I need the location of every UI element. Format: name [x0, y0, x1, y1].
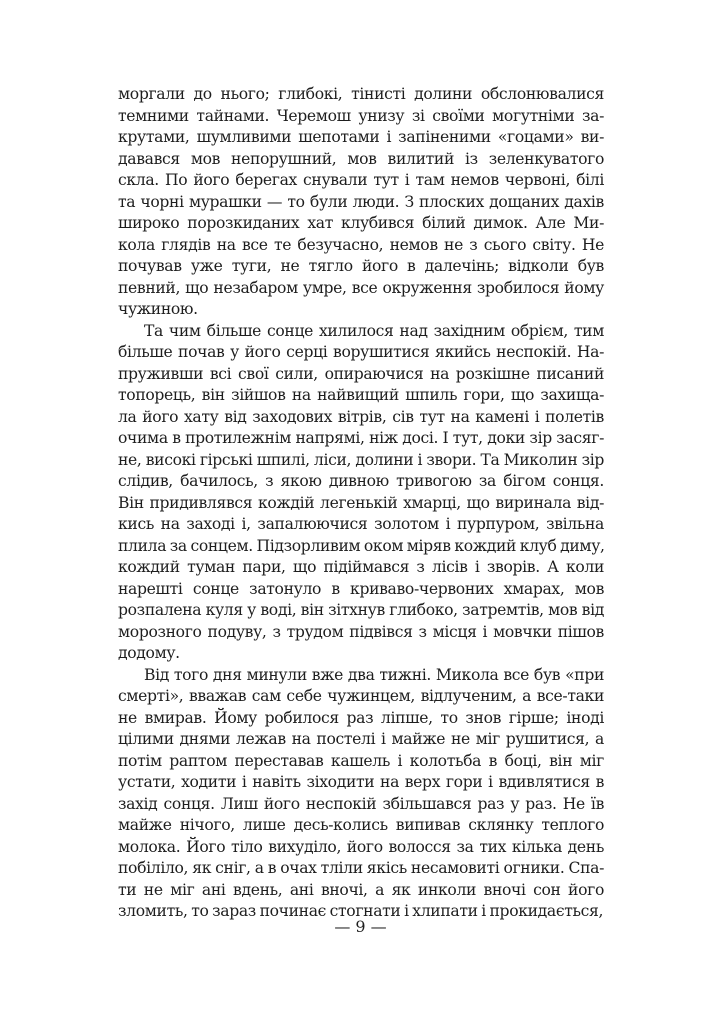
text-line: чужиною.	[118, 300, 198, 318]
text-line: цілими днями лежав на постелі і майже не міг рушитися, а	[118, 730, 604, 748]
text-line: скла. По його берегах снували тут і там немов червоні, білі	[118, 171, 604, 189]
text-line: більше почав у його серці ворушитися якийсь неспокій. На-	[118, 343, 604, 361]
text-line: очима в протилежнім напрямі, ніж досі. І тут, доки зір засяг-	[118, 429, 604, 447]
paragraph	[118, 321, 604, 665]
text-line: смерті», вважав сам себе чужинцем, відлученим, а все-таки	[118, 687, 604, 705]
text-line: слідив, бачилось, з якою дивною тривогою за бігом сонця.	[118, 472, 604, 490]
text-line: Від того дня минули вже два тижні. Микола все був «при	[144, 665, 604, 684]
text-line: кола глядів на все те безучасно, немов не з сього світу. Не	[118, 235, 604, 254]
text-line: кождий туман пари, що підіймався з лісів і зворів. А коли	[118, 558, 604, 576]
paragraph	[118, 84, 604, 321]
text-line: устати, ходити і навіть зіходити на верх гори і вдивлятися в	[118, 773, 604, 791]
text-line: кись на заході і, запалюючися золотом і пурпуром, звільна	[118, 515, 604, 533]
text-line: не, високі гірські шпилі, ліси, долини і звори. Та Миколин зір	[118, 450, 604, 469]
text-line: широко порозкиданих хат клубився білий димок. Але Ми-	[118, 214, 604, 232]
text-line: захід сонця. Лиш його неспокій збільшався раз у раз. Не їв	[118, 794, 604, 813]
text-line: певний, що незабаром умре, все окруження зробилося йому	[118, 278, 604, 297]
text-block	[118, 84, 604, 923]
page-number: — 9 —	[334, 917, 387, 936]
text-line: та чорні мурашки — то були люди. З плоских дощаних дахів	[118, 192, 604, 211]
page-body	[118, 84, 604, 923]
text-line: розпалена куля у воді, він зітхнув глибоко, затремтів, мов від	[118, 601, 604, 619]
text-line: не вмирав. Йому робилося раз ліпше, то знов гірше; іноді	[118, 708, 604, 727]
text-line: морозного подуву, з трудом підвівся з місця і мовчки пішов	[118, 622, 604, 641]
text-line: плила за сонцем. Підзорливим оком міряв кождий клуб диму,	[118, 536, 605, 555]
text-line: нарешті сонце затонуло в криваво-червоних хмарах, мов	[118, 579, 604, 598]
text-line: Він придивлявся кождій легенькій хмарці, що виринала від-	[118, 493, 604, 512]
text-line: ти не міг ані вдень, ані вночі, а як инколи вночі сон його	[118, 880, 604, 899]
text-line: додому.	[118, 644, 180, 662]
paragraph	[118, 665, 604, 923]
text-line: крутами, шумливими шепотами і запіненими «гоцами» ви-	[118, 128, 604, 146]
text-line: побіліло, як сніг, а в очах тліли якісь несамовиті огники. Спа-	[118, 859, 604, 877]
text-line: давався мов непорушний, мов вилитий із зеленкуватого	[118, 149, 604, 168]
text-line: пруживши всі свої сили, опираючися на розкішне писаний	[118, 364, 604, 383]
text-line: зломить, то зараз починає стогнати і хлипати і прокидається,	[118, 902, 604, 920]
text-line: Та чим більше сонце хилилося над західним обрієм, тим	[144, 321, 604, 340]
text-line: майже нічого, лише десь-колись випивав склянку теплого	[118, 816, 604, 834]
text-line: потім раптом переставав кашель і колотьба в боці, він міг	[118, 751, 604, 770]
text-line: молока. Його тіло вихуділо, його волосся за тих кілька день	[118, 837, 604, 856]
text-line: темними тайнами. Черемош унизу зі своїми могутніми за-	[118, 106, 604, 125]
text-line: ла його хату від заходових вітрів, сів тут на камені і полетів	[118, 407, 604, 426]
text-line: моргали до нього; глибокі, тінисті долини обслонювалися	[118, 85, 604, 103]
text-line: почував уже туги, не тягло його в далечінь; відколи був	[118, 257, 604, 275]
text-line: топорець, він зійшов на найвищий шпиль гори, що захища-	[118, 386, 604, 404]
